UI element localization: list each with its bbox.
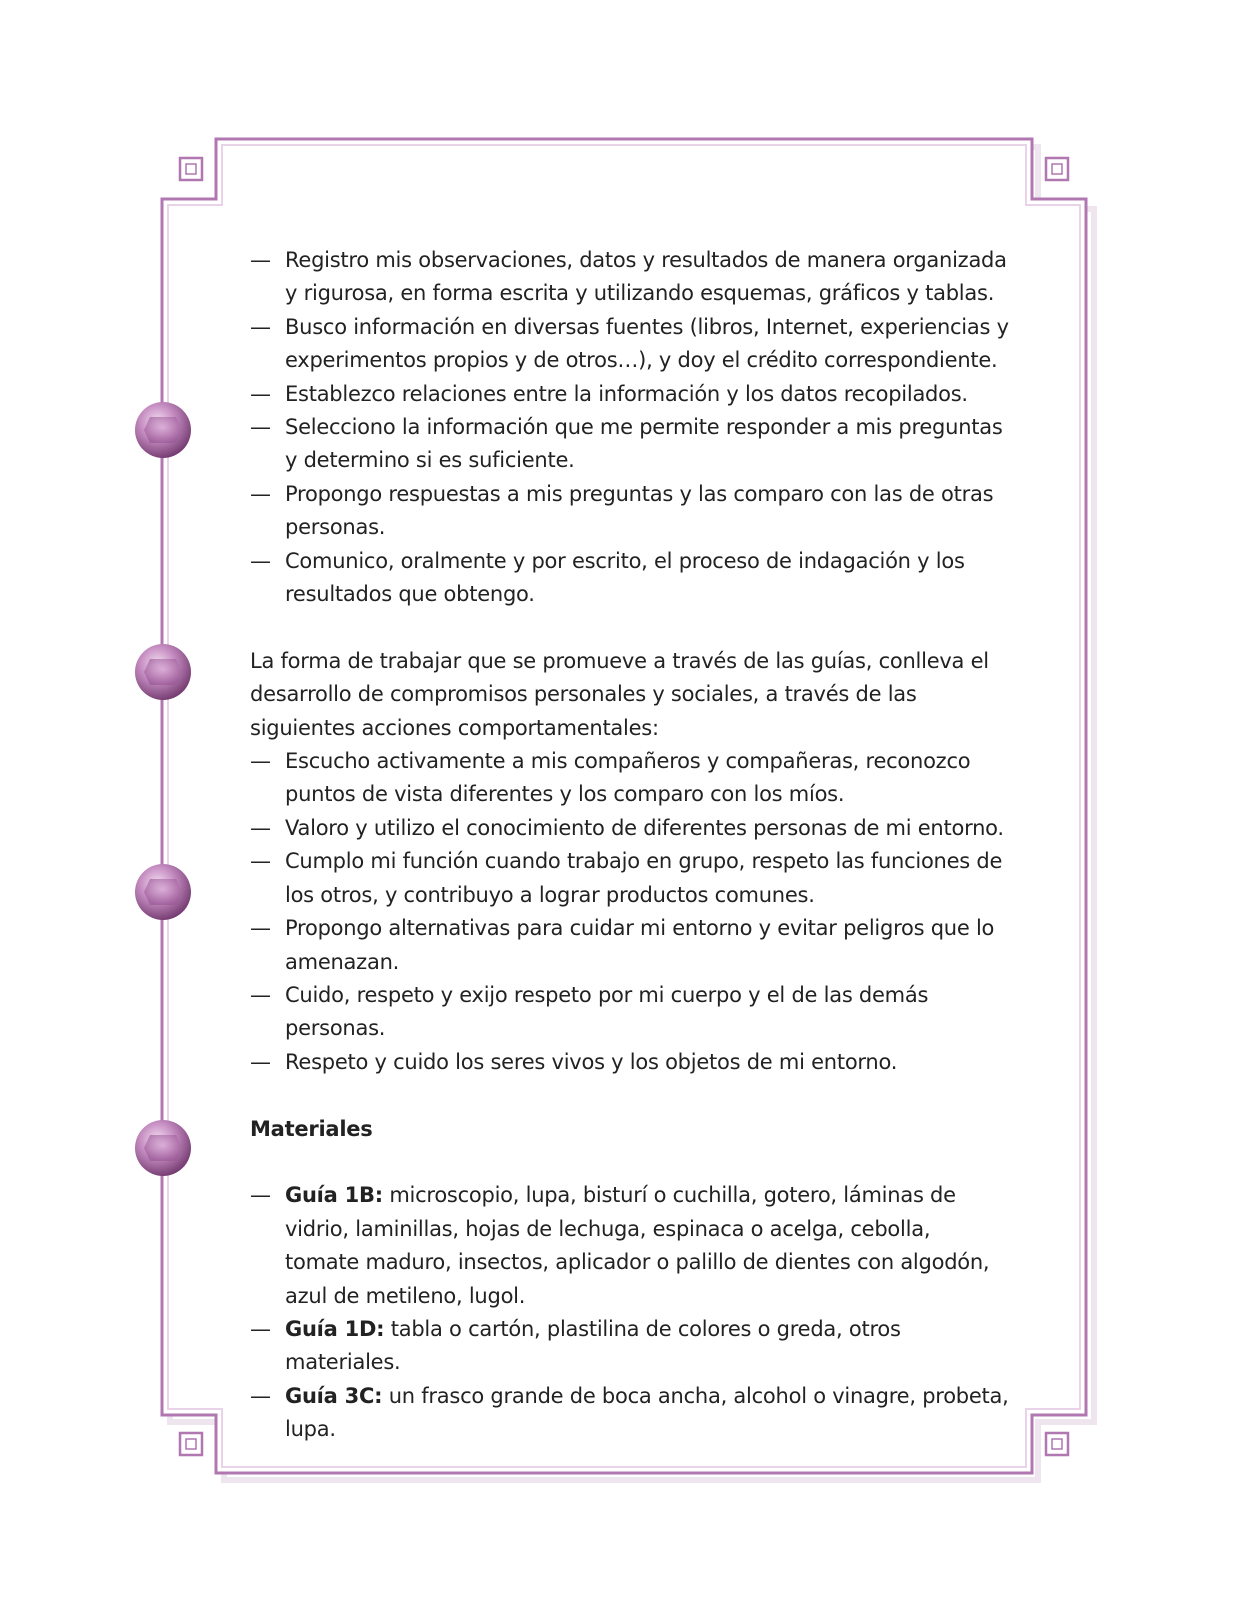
list-item: — Valoro y utilizo el conocimiento de diferentes personas de mi entorno. [250,815,1004,840]
action-text: Escucho activamente a mis compañeros y compañeras, reconozco puntos de vista diferentes y los comparo con los míos. [285,749,971,807]
list-item: — Guía 3C: un frasco grande de boca ancha, alcohol o vinagre, probeta, lupa. [250,1383,1009,1442]
competency-text: Selecciono la información que me permite responder a mis preguntas y determino si es suficiente. [285,415,1003,473]
list-item: — Escucho activamente a mis compañeros y compañeras, reconozco puntos de vista diferentes y los comparo con los míos. [250,749,971,807]
materials-list [250,1179,1010,1446]
binding-bead [135,644,191,700]
intro-paragraph: La forma de trabajar que se promueve a través de las guías, conlleva el desarrollo de compromisos personales y sociales, a través de las siguientes acciones comportamentales: [250,648,989,740]
list-item: — Registro mis observaciones, datos y resultados de manera organizada y rigurosa, en forma escrita y utilizando esquemas, gráficos y tablas. [250,248,1007,306]
corner-ornament-top-right [1046,158,1068,180]
list-item: — Propongo alternativas para cuidar mi entorno y evitar peligros que lo amenazan. [250,916,995,974]
competency-text: Registro mis observaciones, datos y resultados de manera organizada y rigurosa, en forma escrita y utilizando esquemas, gráficos y tablas. [285,248,1007,306]
binding-bead [135,1120,191,1176]
guide-materials-text: microscopio, lupa, bisturí o cuchilla, gotero, láminas de vidrio, laminillas, hojas de lechuga, espinaca o acelga, cebolla, tomate maduro, insectos, aplicador o palillo de dientes con algodón, azul de metileno, lugol. [285,1183,990,1308]
guide-label: Guía 1D: [285,1316,385,1341]
guide-label: Guía 3C: [285,1383,383,1408]
competency-text: Comunico, oralmente y por escrito, el proceso de indagación y los resultados que obtengo. [285,548,965,607]
competencies-list [250,244,1010,611]
action-text: Cuido, respeto y exijo respeto por mi cuerpo y el de las demás personas. [285,982,929,1041]
corner-ornament-bottom-left [180,1433,202,1455]
competency-text: Propongo respuestas a mis preguntas y las comparo con las de otras personas. [285,481,994,540]
action-text: Respeto y cuido los seres vivos y los objetos de mi entorno. [285,1049,898,1074]
list-item: — Establezco relaciones entre la información y los datos recopilados. [250,381,968,406]
list-item: — Guía 1D: tabla o cartón, plastilina de colores o greda, otros materiales. [250,1316,901,1375]
competency-text: Establezco relaciones entre la información y los datos recopilados. [285,381,968,406]
list-item: — Guía 1B: microscopio, lupa, bisturí o cuchilla, gotero, láminas de vidrio, laminillas, hojas de lechuga, espinaca o acelga, cebolla, tomate maduro, insectos, aplicador o palillo de dientes con algodón, azul de metileno, lugol. [250,1183,990,1308]
action-text: Propongo alternativas para cuidar mi entorno y evitar peligros que lo amenazan. [285,916,995,974]
list-item: — Respeto y cuido los seres vivos y los objetos de mi entorno. [250,1049,898,1074]
corner-ornament-top-left [180,158,202,180]
binding-bead [135,864,191,920]
guide-materials-text: un frasco grande de boca ancha, alcohol o vinagre, probeta, lupa. [285,1383,1009,1442]
materials-heading: Materiales [250,1116,373,1141]
list-item: — Cuido, respeto y exijo respeto por mi cuerpo y el de las demás personas. [250,982,929,1041]
action-text: Valoro y utilizo el conocimiento de diferentes personas de mi entorno. [285,815,1004,840]
page-content [250,244,1010,1447]
guide-materials-text: tabla o cartón, plastilina de colores o greda, otros materiales. [285,1316,901,1375]
guide-label: Guía 1B: [285,1183,383,1208]
competency-text: Busco información en diversas fuentes (libros, Internet, experiencias y experimentos propios y de otros…), y doy el crédito correspondiente. [285,314,1009,373]
list-item: — Busco información en diversas fuentes (libros, Internet, experiencias y experimentos propios y de otros…), y doy el crédito correspondiente. [250,314,1009,373]
list-item: — Cumplo mi función cuando trabajo en grupo, respeto las funciones de los otros, y contribuyo a lograr productos comunes. [250,849,1003,907]
list-item: — Propongo respuestas a mis preguntas y las comparo con las de otras personas. [250,481,994,540]
corner-ornament-bottom-right [1046,1433,1068,1455]
actions-list [250,745,1010,1079]
list-item: — Comunico, oralmente y por escrito, el proceso de indagación y los resultados que obtengo. [250,548,965,607]
binding-bead [135,402,191,458]
list-item: — Selecciono la información que me permite responder a mis preguntas y determino si es suficiente. [250,415,1003,473]
action-text: Cumplo mi función cuando trabajo en grupo, respeto las funciones de los otros, y contribuyo a lograr productos comunes. [285,849,1003,907]
